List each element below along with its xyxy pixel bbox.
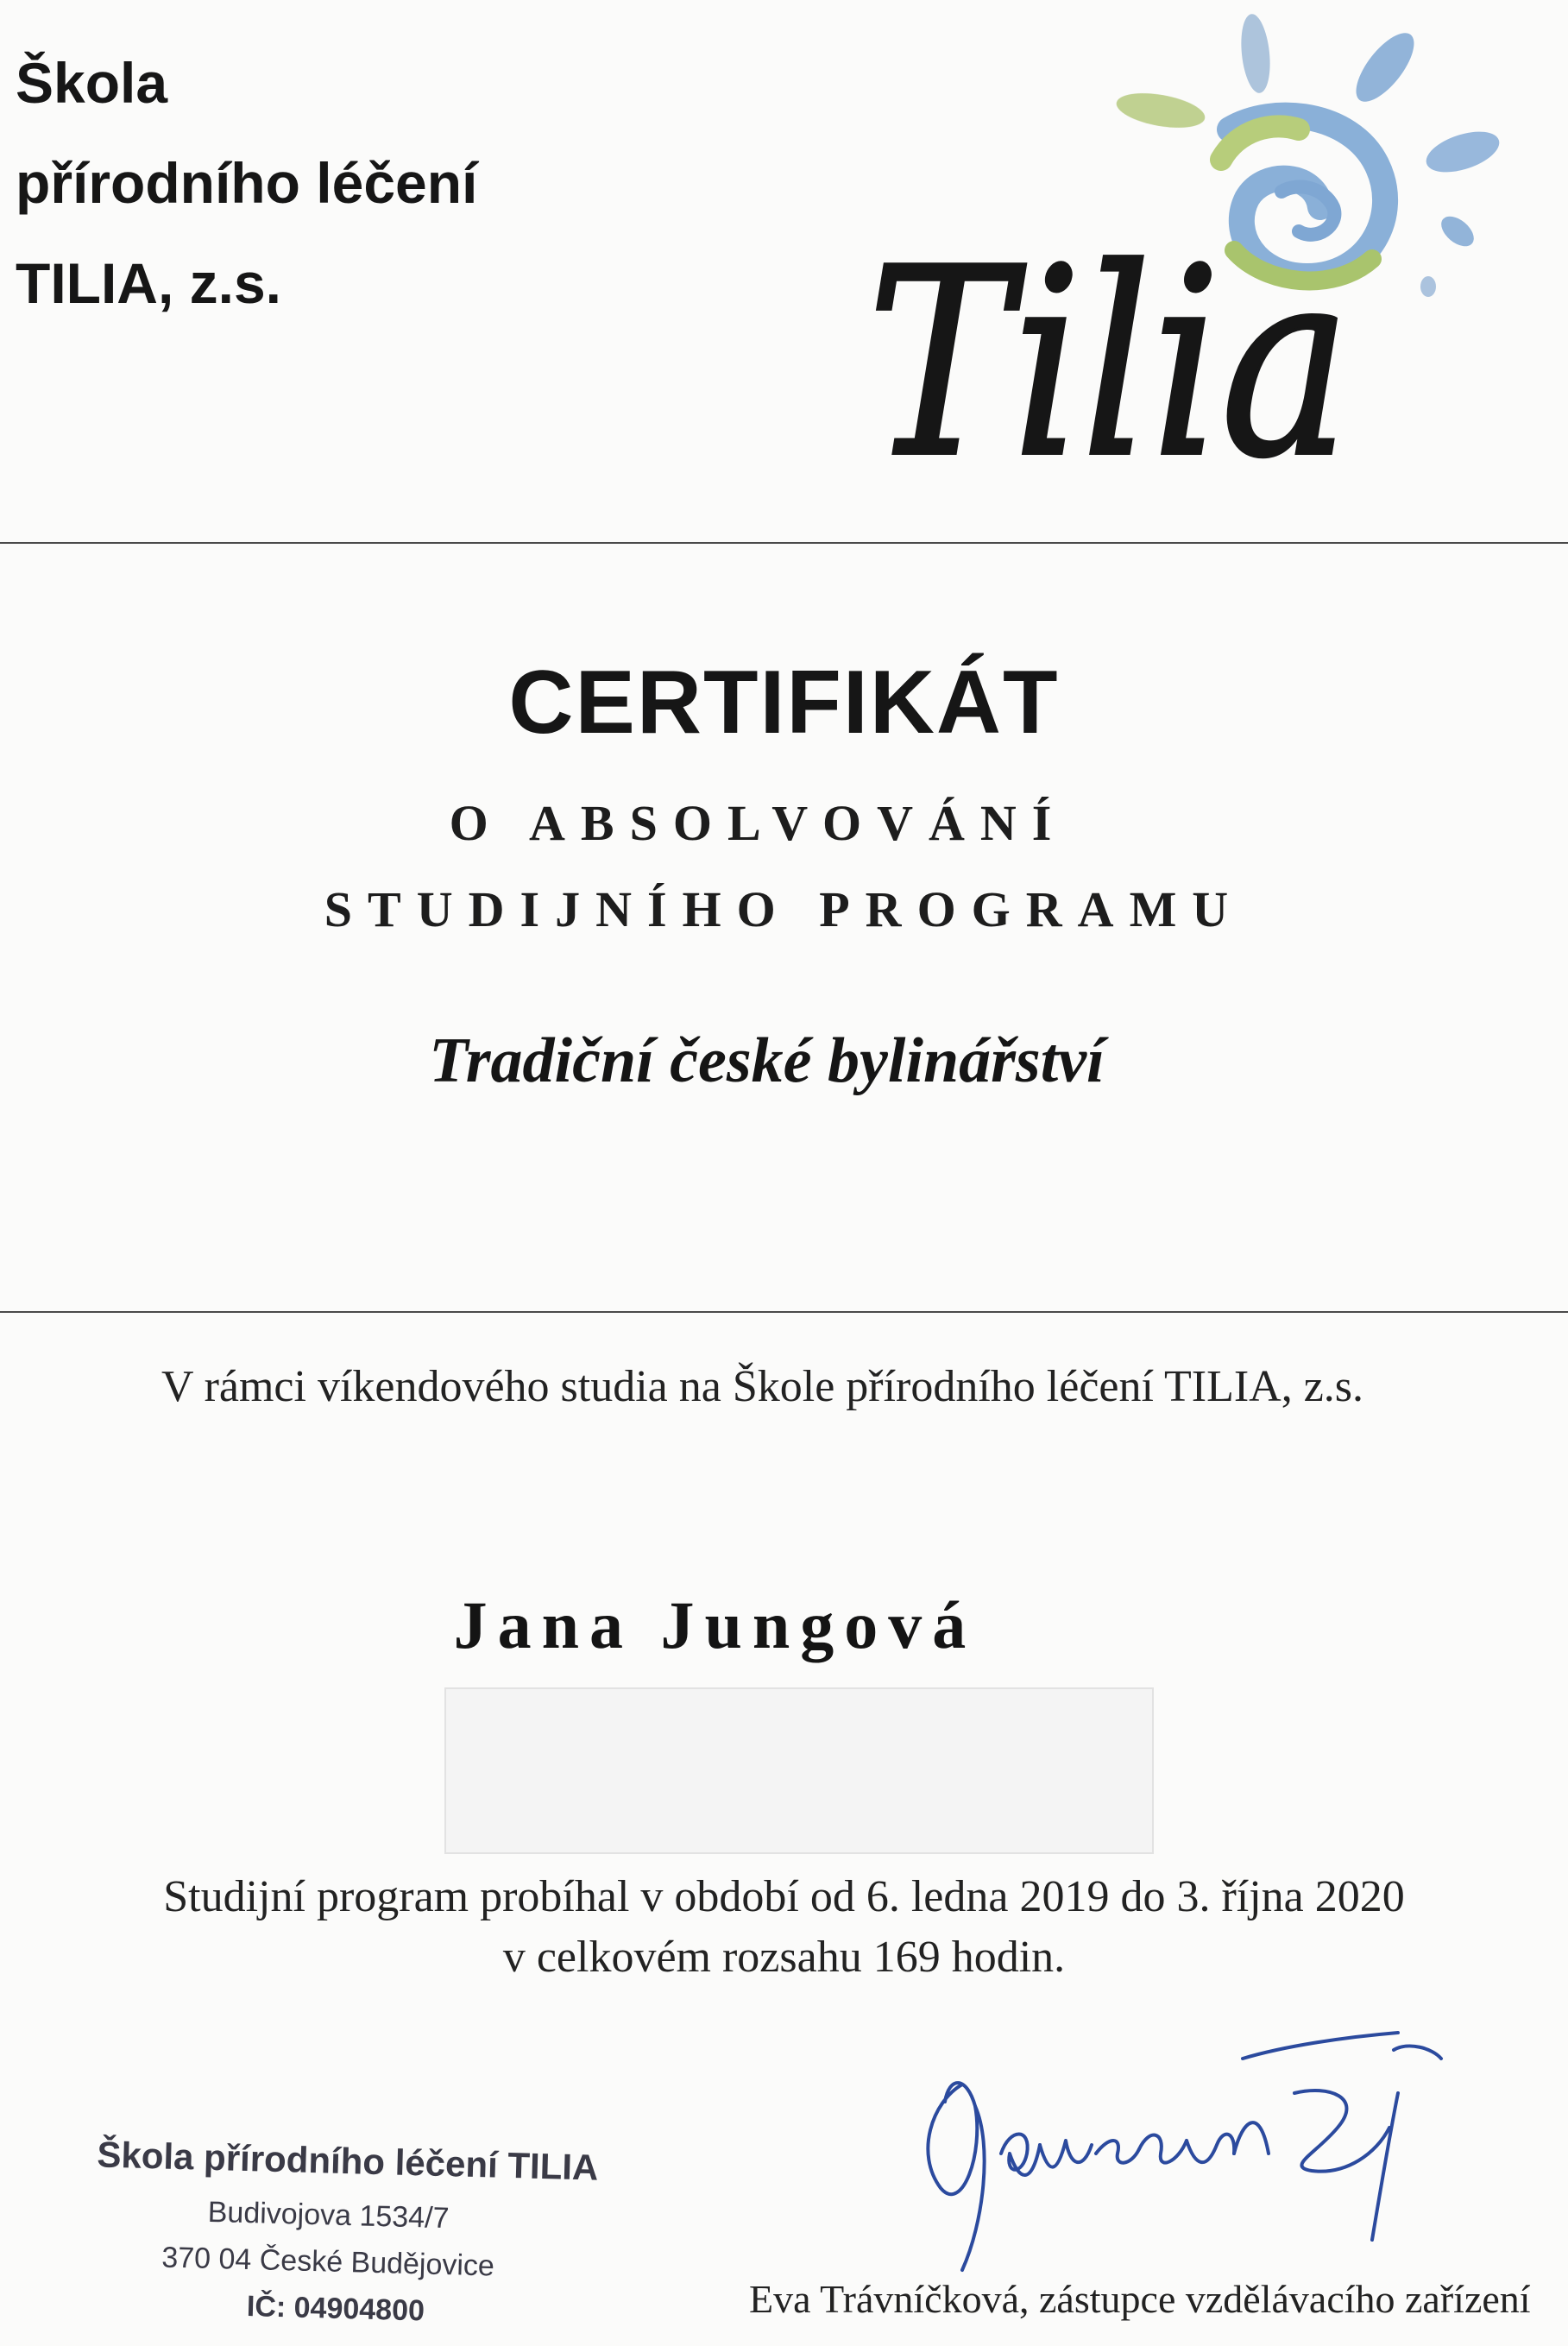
study-hours: v celkovém rozsahu 169 hodin. bbox=[502, 1933, 1066, 1982]
school-stamp bbox=[84, 2134, 607, 2346]
logo-wordmark: Tilia bbox=[867, 213, 1351, 514]
top-divider bbox=[0, 542, 1568, 544]
certificate-title: CERTIFIKÁT bbox=[508, 653, 1060, 753]
study-period: Studijní program probíhal v období od 6. ledna 2019 do 3. října 2020 bbox=[163, 1872, 1405, 1921]
sun-drops-spiral-icon bbox=[867, 0, 1523, 518]
signer-name: Eva Trávníčková, zástupce vzdělávacího zařízení bbox=[749, 2277, 1531, 2321]
certificate-subtitle-line1: O ABSOLVOVÁNÍ bbox=[449, 795, 1067, 851]
redacted-field bbox=[444, 1687, 1154, 1854]
certificate-subtitle-line2: STUDIJNÍHO PROGRAMU bbox=[324, 881, 1244, 937]
school-name-line: přírodního léčení bbox=[16, 151, 478, 215]
stamp-street: Budivojova 1534/7 bbox=[207, 2195, 450, 2236]
program-name: Tradiční české bylinářství bbox=[429, 1025, 1105, 1096]
middle-divider bbox=[0, 1311, 1568, 1313]
stamp-school-name: Škola přírodního léčení TILIA bbox=[96, 2134, 599, 2188]
school-name-line: TILIA, z.s. bbox=[16, 251, 282, 315]
stamp-company-id: IČ: 04904800 bbox=[246, 2290, 425, 2328]
school-name-line: Škola bbox=[16, 51, 168, 115]
stamp-city: 370 04 České Budějovice bbox=[161, 2241, 495, 2283]
school-name bbox=[16, 33, 477, 333]
student-name: Jana Jungová bbox=[453, 1587, 977, 1662]
handwritten-signature bbox=[880, 2024, 1484, 2283]
study-context: V rámci víkendového studia na Škole přírodního léčení TILIA, z.s. bbox=[161, 1362, 1364, 1411]
tilia-logo bbox=[867, 0, 1523, 518]
